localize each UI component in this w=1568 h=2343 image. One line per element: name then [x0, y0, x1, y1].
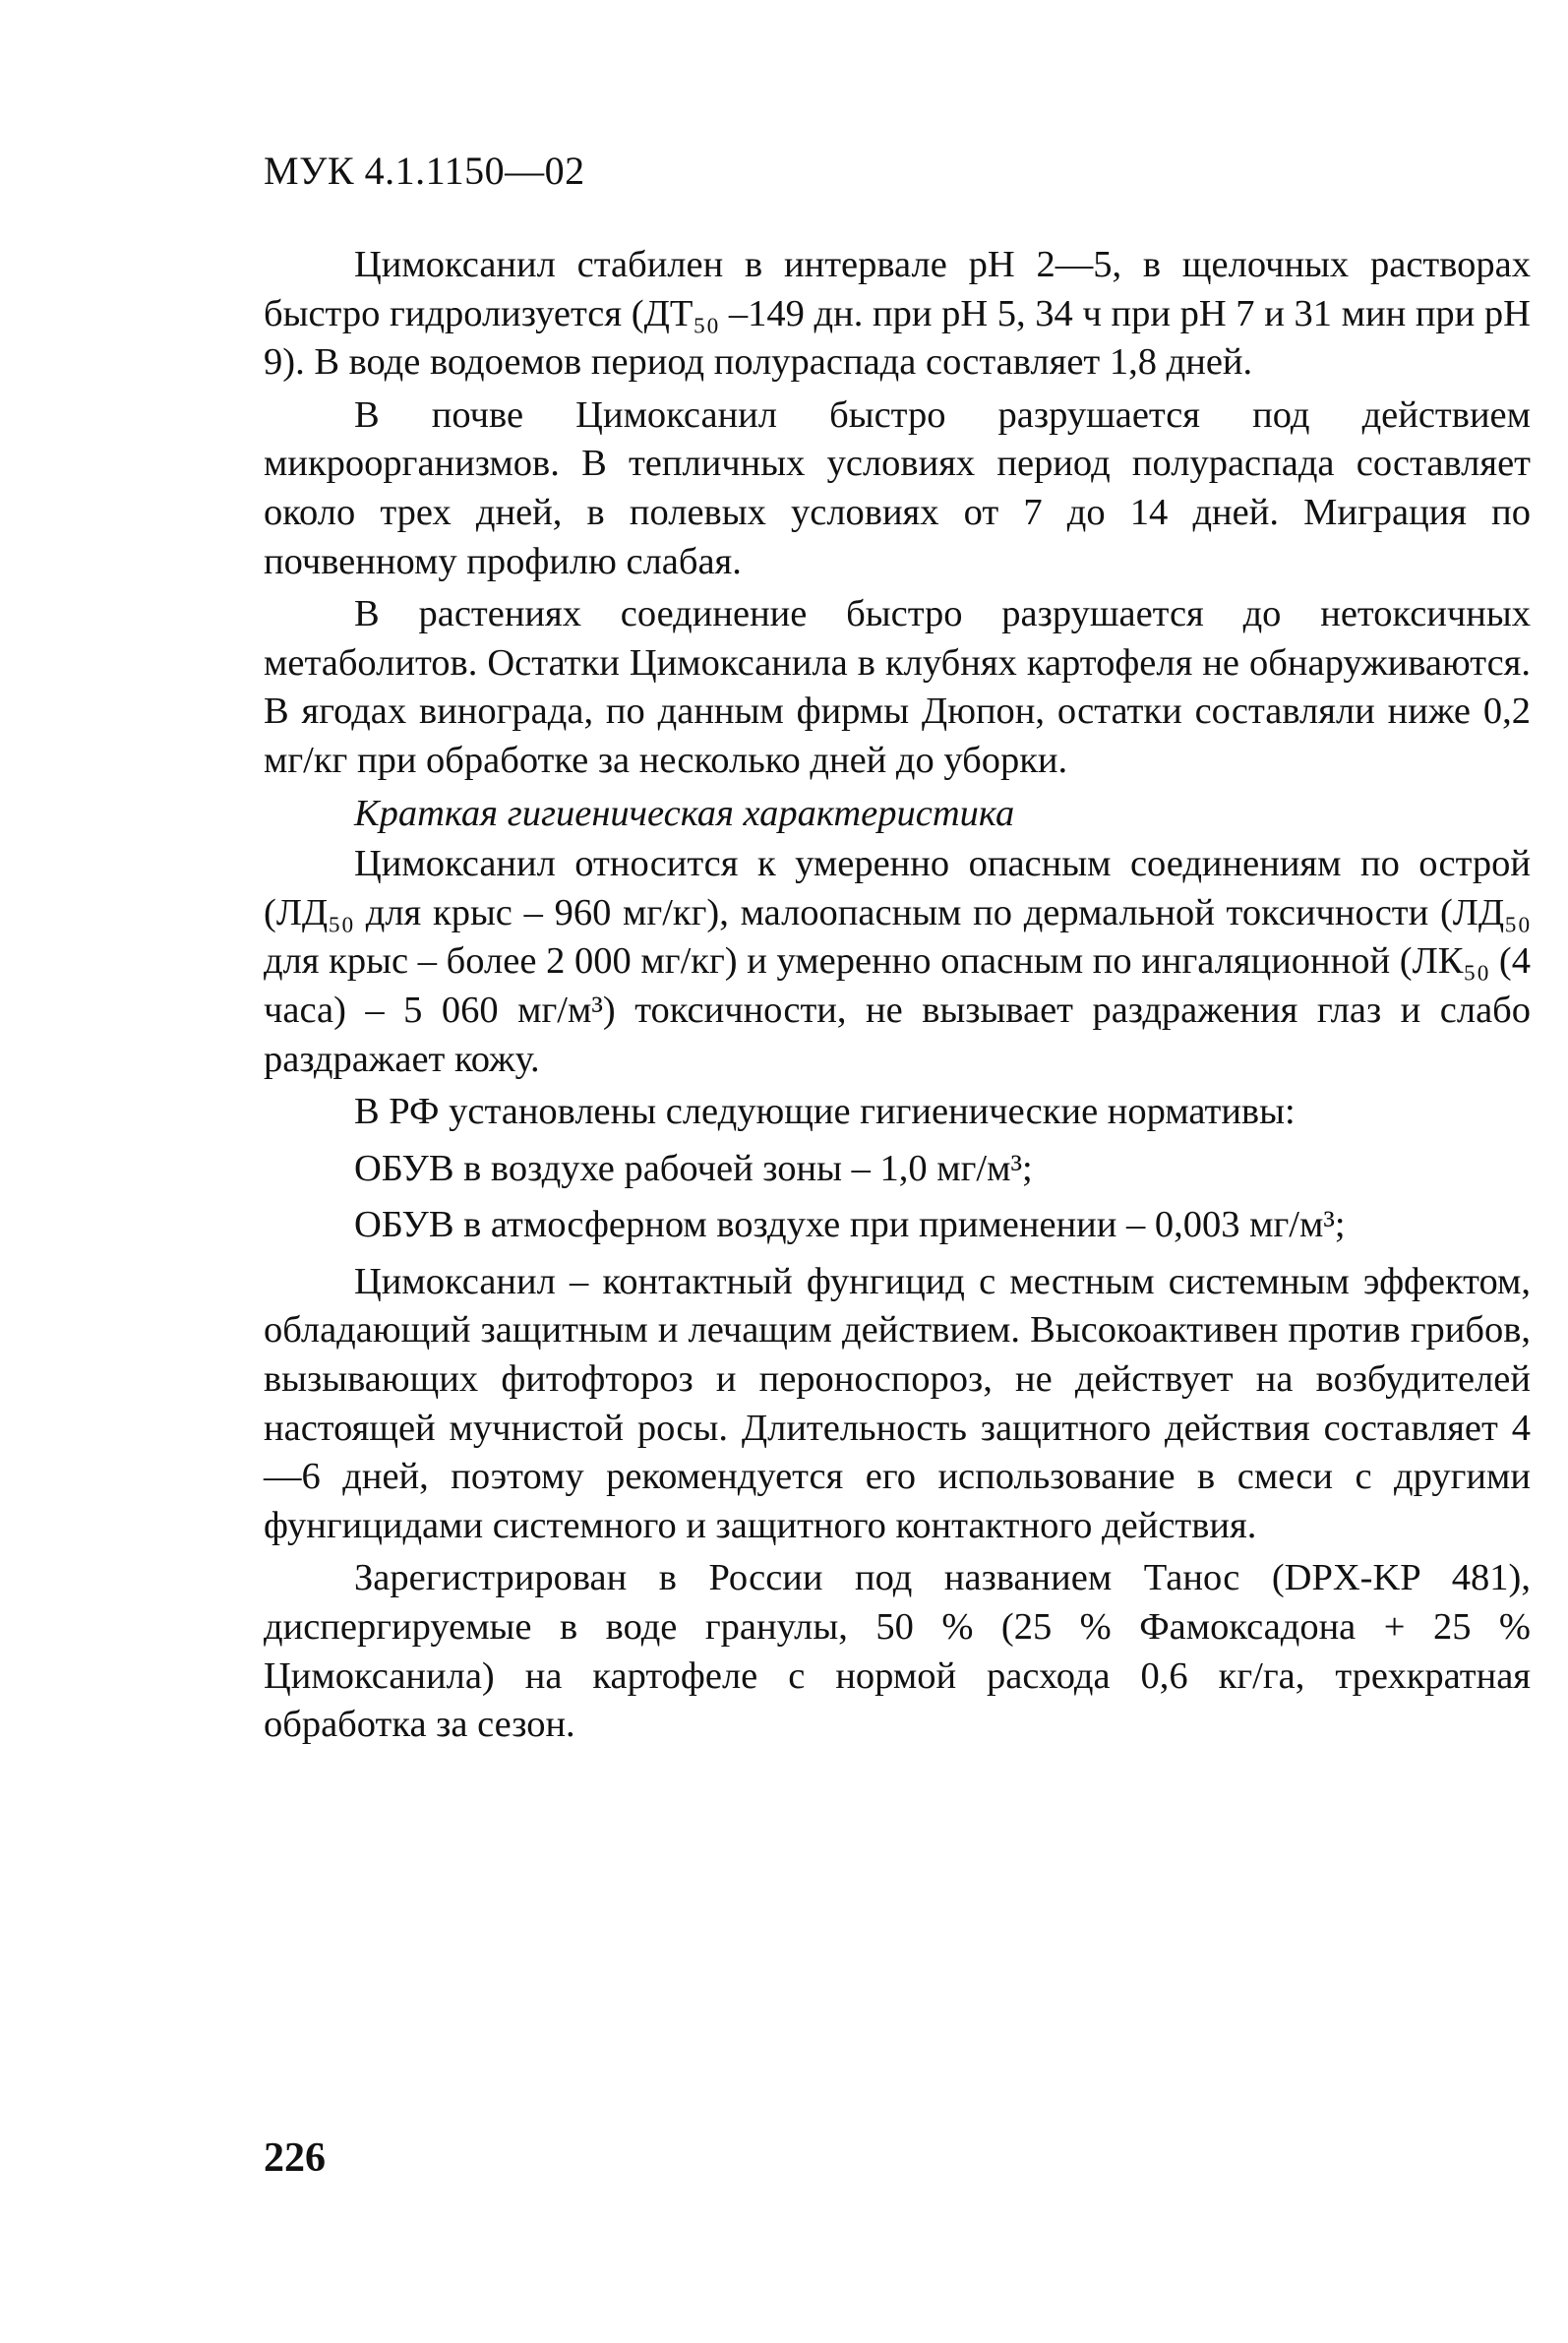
paragraph-stability: Цимоксанил стабилен в интервале рН 2—5, в щелочных растворах быстро гидролизуется (ДТ₅₀ –149 дн. при рН 5, 34 ч при рН 7 и 31 мин при рН 9). В воде водоемов период полураспада составляет 1,8 дней. [264, 244, 1531, 384]
paragraph-norm-atmosphere: ОБУВ в атмосферном воздухе при применении – 0,003 мг/м³; [354, 1204, 1346, 1246]
document-body [264, 241, 1531, 1754]
document-header: МУК 4.1.1150—02 [264, 149, 585, 193]
section-heading: Краткая гигиеническая характеристика [354, 792, 1015, 834]
page-number: 226 [264, 2135, 326, 2181]
paragraph-soil: В почве Цимоксанил быстро разрушается под действием микроорганизмов. В тепличных условиях период полураспада составляет около трех дней, в полевых условиях от 7 до 14 дней. Миграция по почвенному профилю слабая. [264, 393, 1531, 582]
paragraph-norm-work-zone: ОБУВ в воздухе рабочей зоны – 1,0 мг/м³; [354, 1147, 1033, 1189]
paragraph-fungicide: Цимоксанил – контактный фунгицид с местным системным эффектом, обладающий защитным и лечащим действием. Высокоактивен против грибов, вызывающих фитофтороз и пероноспороз, не действует на возбудителей настоящей мучнистой росы. Длительность защитного действия составляет 4—6 дней, поэтому рекомендуется его использование в смеси с другими фунгицидами системного и защитного контактного действия. [264, 1260, 1531, 1546]
paragraph-norms-intro: В РФ установлены следующие гигиенические нормативы: [354, 1091, 1296, 1133]
paragraph-toxicity: Цимоксанил относится к умеренно опасным соединениям по острой (ЛД₅₀ для крыс – 960 мг/кг), малоопасным по дермальной токсичности (ЛД₅₀ для крыс – более 2 000 мг/кг) и умеренно опасным по ингаляционной (ЛК₅₀ (4 часа) – 5 060 мг/м³) токсичности, не вызывает раздражения глаз и слабо раздражает кожу. [264, 843, 1531, 1080]
paragraph-registration: Зарегистрирован в России под названием Танос (DPX-KP 481), диспергируемые в воде гранулы, 50 % (25 % Фамоксадона + 25 % Цимоксанила) на картофеле с нормой расхода 0,6 кг/га, трехкратная обработка за сезон. [264, 1557, 1531, 1746]
paragraph-plants: В растениях соединение быстро разрушается до нетоксичных метаболитов. Остатки Цимоксанила в клубнях картофеля не обнаруживаются. В ягодах винограда, по данным фирмы Дюпон, остатки составляли ниже 0,2 мг/кг при обработке за несколько дней до уборки. [264, 593, 1531, 781]
